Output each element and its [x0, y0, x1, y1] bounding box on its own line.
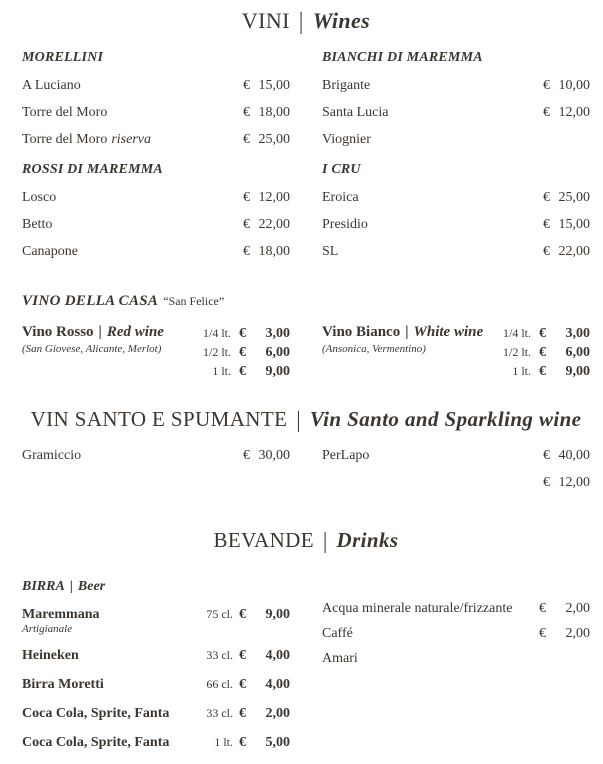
section-bianchi-di-maremma: [322, 50, 590, 148]
size-unit: 33 cl.: [206, 648, 233, 662]
vin-santo-column-left: [22, 448, 290, 502]
item-price-group: [543, 190, 590, 206]
item-price-group: [243, 132, 290, 148]
item-name: Torre del Moro: [22, 105, 108, 120]
menu-item-row: [22, 217, 290, 233]
item-price-group: [197, 648, 290, 664]
section-title-vini: [22, 8, 590, 34]
currency-symbol: €: [239, 648, 246, 663]
currency-symbol: €: [243, 190, 250, 205]
menu-item-row: [322, 78, 590, 94]
item-price-group: [243, 217, 290, 233]
size-unit: 75 cl.: [206, 607, 233, 621]
menu-item-row: [322, 601, 590, 617]
size-unit: 1/2 lt.: [202, 345, 231, 359]
size-unit: 1 lt.: [512, 364, 531, 378]
casa-white-name: Vino Bianco | White wine: [322, 324, 484, 340]
other-drinks-column: [322, 569, 590, 764]
casa-subtitle: “San Felice”: [163, 294, 225, 308]
currency-symbol: €: [539, 601, 546, 616]
casa-red-name: Vino Rosso | Red wine: [22, 324, 164, 340]
size-unit: 1/4 lt.: [502, 326, 531, 340]
currency-symbol: €: [543, 105, 550, 120]
item-price: 22,00: [558, 244, 590, 259]
menu-item-row: [22, 735, 290, 751]
section-title-vin-santo: [22, 407, 590, 432]
item-price: 18,00: [258, 105, 290, 120]
drinks-columns: [22, 569, 590, 764]
item-name: Maremmana Artigianale: [22, 607, 100, 635]
name-separator-bar: |: [98, 324, 102, 340]
casa-white-name-en: White wine: [413, 324, 484, 340]
currency-symbol: €: [243, 244, 250, 259]
item-price: 4,00: [265, 648, 290, 663]
title-bevande-en: Drinks: [336, 528, 399, 552]
item-price-group: [243, 78, 290, 94]
currency-symbol: €: [543, 190, 550, 205]
currency-symbol: €: [543, 448, 550, 463]
size-unit: 66 cl.: [206, 677, 233, 691]
casa-header: [22, 292, 590, 310]
item-price: 15,00: [258, 78, 290, 93]
item-price-group: [197, 735, 290, 751]
item-name: Caffé: [322, 626, 353, 641]
size-unit: 1/2 lt.: [502, 345, 531, 359]
item-price-group: [543, 105, 590, 121]
item-name: A Luciano: [22, 78, 81, 93]
currency-symbol: €: [243, 217, 250, 232]
title-separator-bar: |: [322, 526, 328, 554]
item-name: SL: [322, 244, 339, 259]
item-price-group: [243, 105, 290, 121]
item-price: 22,00: [258, 217, 290, 232]
item-price-group: [543, 78, 590, 94]
casa-red-grapes: (San Giovese, Alicante, Merlot): [22, 343, 162, 355]
currency-symbol: €: [543, 244, 550, 259]
section-header-birra-en: Beer: [77, 579, 106, 594]
currency-symbol: €: [239, 706, 246, 721]
item-price-group: [197, 677, 290, 693]
item-price: 12,00: [558, 105, 590, 120]
currency-symbol: €: [539, 364, 546, 379]
menu-item-row: [22, 190, 290, 206]
item-name: Coca Cola, Sprite, Fanta: [22, 735, 170, 750]
item-name: Heineken: [22, 648, 79, 663]
item-price-group: [243, 448, 290, 464]
item-price: 9,00: [265, 607, 290, 622]
menu-item-row: [22, 607, 290, 635]
section-i-cru: [322, 162, 590, 260]
currency-symbol: €: [543, 475, 550, 490]
menu-item-row: [322, 475, 590, 491]
item-name: Eroica: [322, 190, 359, 205]
size-unit: 33 cl.: [206, 706, 233, 720]
item-price: 15,00: [558, 217, 590, 232]
currency-symbol: €: [239, 326, 246, 341]
item-price-group: [543, 217, 590, 233]
currency-symbol: €: [243, 105, 250, 120]
casa-white-info: [322, 324, 483, 381]
item-name: Gramiccio: [22, 448, 82, 463]
name-separator-bar: |: [405, 324, 409, 340]
title-vini-it: VINI: [241, 8, 290, 33]
menu-item-row: [322, 626, 590, 642]
item-name: Betto: [22, 217, 53, 232]
item-price: 2,00: [265, 706, 290, 721]
title-vin-santo-en: Vin Santo and Sparkling wine: [309, 407, 582, 431]
size-price: 3,00: [565, 326, 590, 341]
item-price-group: [243, 190, 290, 206]
menu-item-row: [22, 677, 290, 693]
item-price-group: [243, 244, 290, 260]
item-name: Viognier: [322, 132, 371, 147]
item-name: Brigante: [322, 78, 371, 93]
item-price-group: [550, 132, 590, 148]
size-unit: 1/4 lt.: [202, 326, 231, 340]
casa-white-sizes: [493, 324, 590, 381]
menu-item-row: [322, 217, 590, 233]
item-price-group: [197, 607, 290, 623]
casa-red-block: [22, 324, 290, 381]
section-morellini: [22, 50, 290, 148]
currency-symbol: €: [239, 607, 246, 622]
menu-item-row: [322, 244, 590, 260]
size-unit: 1 lt.: [214, 735, 233, 749]
size-row: [493, 362, 590, 381]
item-price: 4,00: [265, 677, 290, 692]
menu-item-row: [22, 132, 290, 148]
beer-column: [22, 569, 290, 764]
menu-item-row: [22, 244, 290, 260]
item-name: Amari: [322, 651, 358, 666]
wine-columns: [22, 50, 590, 274]
item-price: 25,00: [258, 132, 290, 147]
item-price: 30,00: [258, 448, 290, 463]
item-price-group: [546, 651, 590, 667]
menu-item-row: [22, 448, 290, 464]
item-name: Acqua minerale naturale/frizzante: [322, 601, 513, 616]
item-price: 12,00: [258, 190, 290, 205]
title-bevande-it: BEVANDE: [213, 528, 314, 552]
size-unit: 1 lt.: [212, 364, 231, 378]
currency-symbol: €: [239, 677, 246, 692]
item-price: 12,00: [558, 475, 590, 490]
size-row: [493, 324, 590, 343]
menu-item-row: [322, 132, 590, 148]
item-name: Presidio: [322, 217, 368, 232]
menu-item-row: [322, 448, 590, 464]
casa-white-grapes: (Ansonica, Vermentino): [322, 343, 426, 355]
currency-symbol: €: [539, 345, 546, 360]
title-vin-santo-it: VIN SANTO E SPUMANTE: [30, 407, 288, 431]
section-header-morellini: MORELLINI: [22, 50, 104, 65]
wine-column-right: [322, 50, 590, 274]
section-vino-della-casa: [22, 292, 590, 381]
size-price: 6,00: [265, 345, 290, 360]
item-price-group: [539, 626, 590, 642]
size-row: [193, 362, 290, 381]
menu-item-row: [322, 190, 590, 206]
vin-santo-columns: [22, 448, 590, 502]
size-price: 9,00: [565, 364, 590, 379]
size-price: 9,00: [265, 364, 290, 379]
currency-symbol: €: [543, 217, 550, 232]
item-price-group: [543, 244, 590, 260]
item-name: Birra Moretti: [22, 677, 104, 692]
item-price: 25,00: [558, 190, 590, 205]
vin-santo-column-right: [322, 448, 590, 502]
item-price-group: [539, 601, 590, 617]
item-name: PerLapo: [322, 448, 370, 463]
section-header-bianchi: BIANCHI DI MAREMMA: [322, 50, 483, 65]
currency-symbol: €: [243, 448, 250, 463]
item-price: 5,00: [265, 735, 290, 750]
currency-symbol: €: [543, 78, 550, 93]
item-name: Canapone: [22, 244, 78, 259]
item-price: 10,00: [558, 78, 590, 93]
item-note: Artigianale: [22, 623, 73, 635]
casa-red-sizes: [193, 324, 290, 381]
menu-item-row: [322, 105, 590, 121]
item-price-group: [543, 448, 590, 464]
size-price: 6,00: [565, 345, 590, 360]
casa-title: VINO DELLA CASA: [22, 293, 159, 309]
currency-symbol: €: [539, 326, 546, 341]
currency-symbol: €: [539, 626, 546, 641]
section-header-rossi: ROSSI DI MAREMMA: [22, 162, 163, 177]
wine-column-left: [22, 50, 290, 274]
item-price: 40,00: [558, 448, 590, 463]
section-header-birra: BIRRA | Beer: [22, 579, 106, 594]
item-name: Coca Cola, Sprite, Fanta: [22, 706, 170, 721]
casa-columns: [22, 324, 590, 381]
item-price: 18,00: [258, 244, 290, 259]
currency-symbol: €: [239, 345, 246, 360]
title-separator-bar: |: [296, 405, 301, 433]
name-separator-bar: |: [69, 579, 73, 594]
menu-item-row: [22, 105, 290, 121]
item-name: Losco: [22, 190, 57, 205]
item-name-suffix: riserva: [111, 132, 151, 147]
item-price-group: [197, 706, 290, 722]
section-title-bevande: [22, 528, 590, 553]
item-name: Santa Lucia: [322, 105, 389, 120]
currency-symbol: €: [243, 78, 250, 93]
casa-red-info: [22, 324, 164, 381]
section-header-i-cru: I CRU: [322, 162, 361, 177]
section-rossi-di-maremma: [22, 162, 290, 260]
currency-symbol: €: [239, 735, 246, 750]
currency-symbol: €: [243, 132, 250, 147]
menu-item-row: [322, 651, 590, 667]
item-price: 2,00: [565, 601, 590, 616]
menu-item-row: [22, 648, 290, 664]
casa-red-name-en: Red wine: [106, 324, 164, 340]
menu-item-row: [22, 78, 290, 94]
currency-symbol: €: [239, 364, 246, 379]
size-row: [493, 343, 590, 362]
menu-item-row: [22, 706, 290, 722]
size-price: 3,00: [265, 326, 290, 341]
item-price: 2,00: [565, 626, 590, 641]
item-price-group: [543, 475, 590, 491]
size-row: [193, 324, 290, 343]
title-separator-bar: |: [298, 6, 304, 35]
casa-white-block: [322, 324, 590, 381]
item-name: Torre del Moro riserva: [22, 132, 151, 147]
size-row: [193, 343, 290, 362]
title-vini-en: Wines: [312, 8, 371, 33]
